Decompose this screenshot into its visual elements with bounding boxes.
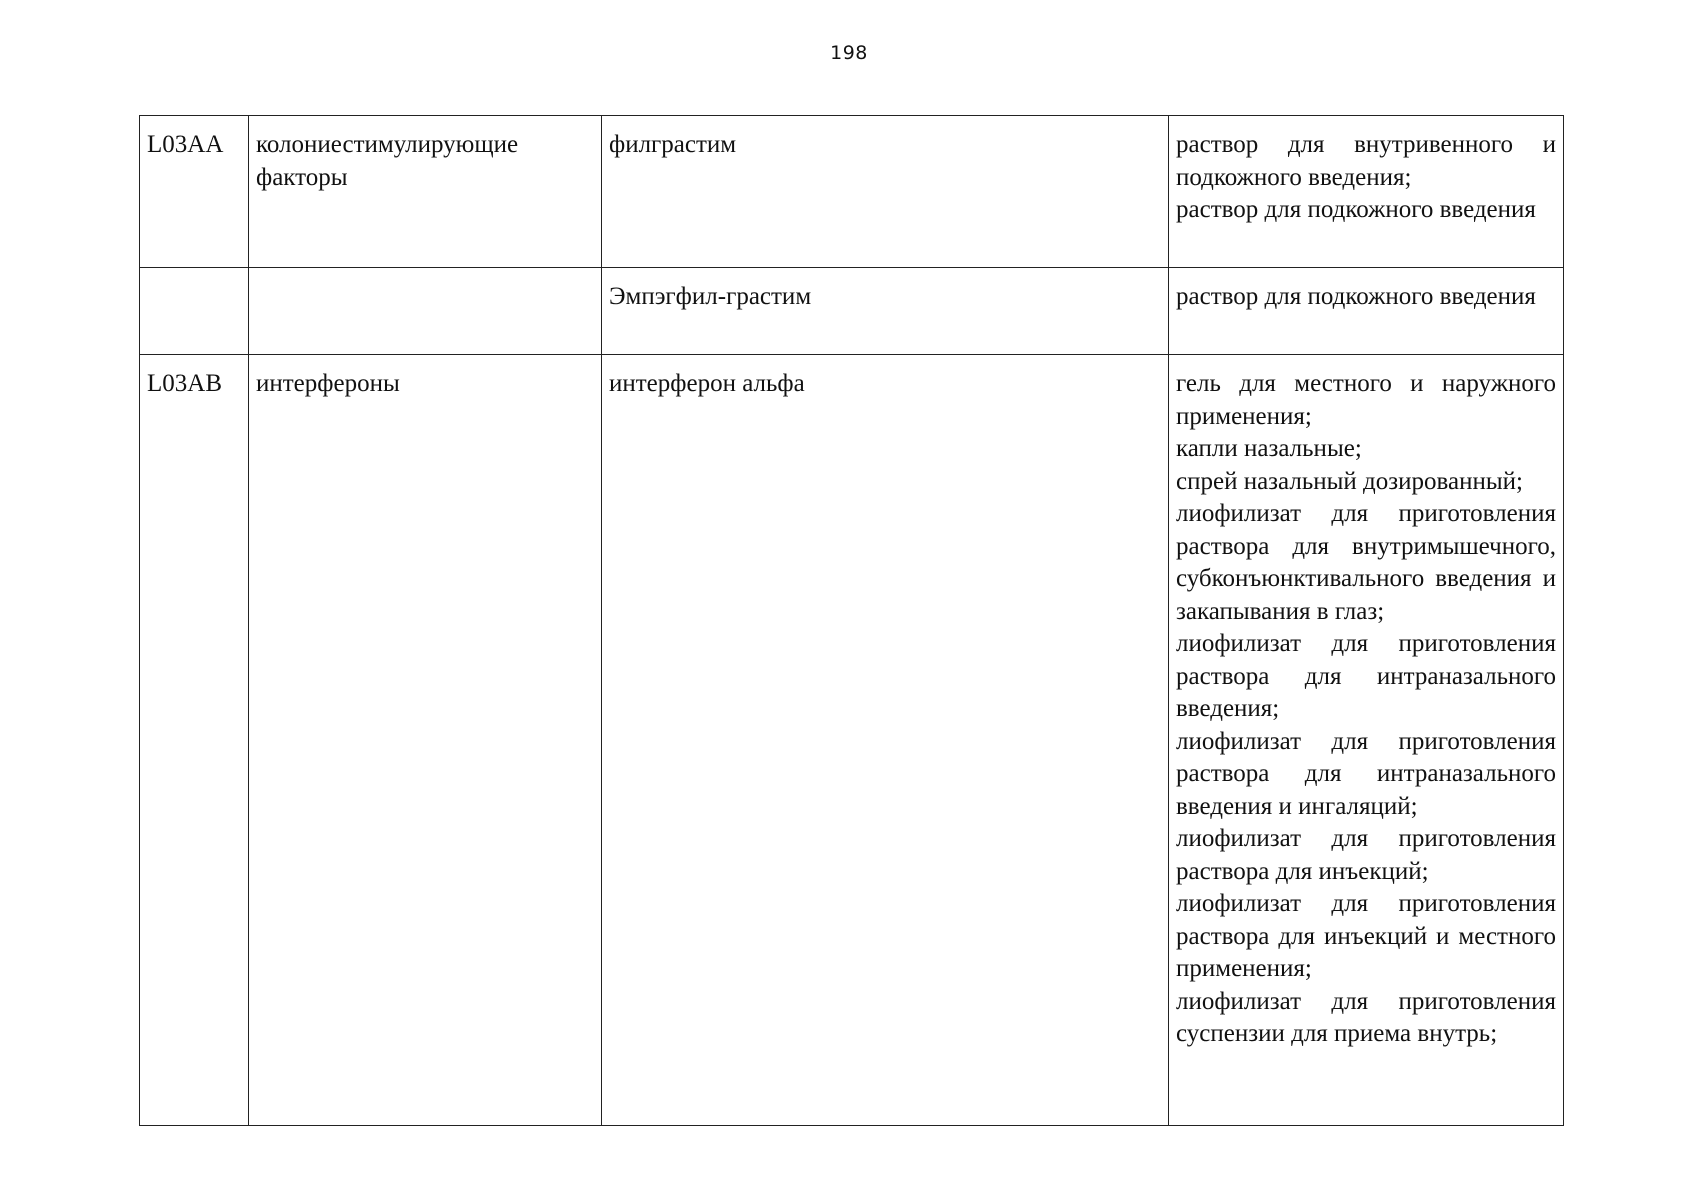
atc-code-cell: L03AA [140, 116, 249, 268]
dosage-forms-cell [1169, 116, 1564, 268]
atc-code-cell: L03AB [140, 355, 249, 1126]
dosage-form: лиофилизат для приготовления раствора для интраназального введения; [1176, 630, 1556, 722]
dosage-form: раствор для внутривенного и подкожного введения; [1176, 131, 1556, 191]
dosage-form: лиофилизат для приготовления раствора для внутримышечного, субконъюнктивального введения и закапывания в глаз; [1176, 500, 1556, 625]
dosage-form: лиофилизат для приготовления раствора для инъекций; [1176, 825, 1556, 885]
dosage-form: капли назальные; [1176, 435, 1362, 462]
dosage-form: раствор для подкожного введения [1176, 196, 1536, 223]
dosage-forms-cell [1169, 268, 1564, 355]
dosage-form: лиофилизат для приготовления суспензии для приема внутрь; [1176, 987, 1556, 1047]
group-cell: интерфероны [249, 355, 602, 1126]
drug-table [139, 115, 1564, 1126]
group-cell [249, 268, 602, 355]
substance-cell: филграстим [602, 116, 1169, 268]
table-row [140, 268, 1564, 355]
table-row [140, 116, 1564, 268]
substance-cell: интерферон альфа [602, 355, 1169, 1126]
dosage-form: спрей назальный дозированный; [1176, 467, 1523, 495]
dosage-form: лиофилизат для приготовления раствора для инъекций и местного применения; [1176, 890, 1556, 982]
substance-cell: Эмпэгфил-грастим [602, 268, 1169, 355]
dosage-form: гель для местного и наружного применения; [1176, 370, 1556, 430]
atc-code-cell [140, 268, 249, 355]
table-row [140, 355, 1564, 1126]
dosage-form: раствор для подкожного введения [1176, 283, 1536, 310]
dosage-form: лиофилизат для приготовления раствора для интраназального введения и ингаляций; [1176, 727, 1556, 820]
page-number: 198 [830, 42, 868, 64]
group-cell: колониестимулирующие факторы [249, 116, 602, 268]
dosage-forms-cell [1169, 355, 1564, 1126]
